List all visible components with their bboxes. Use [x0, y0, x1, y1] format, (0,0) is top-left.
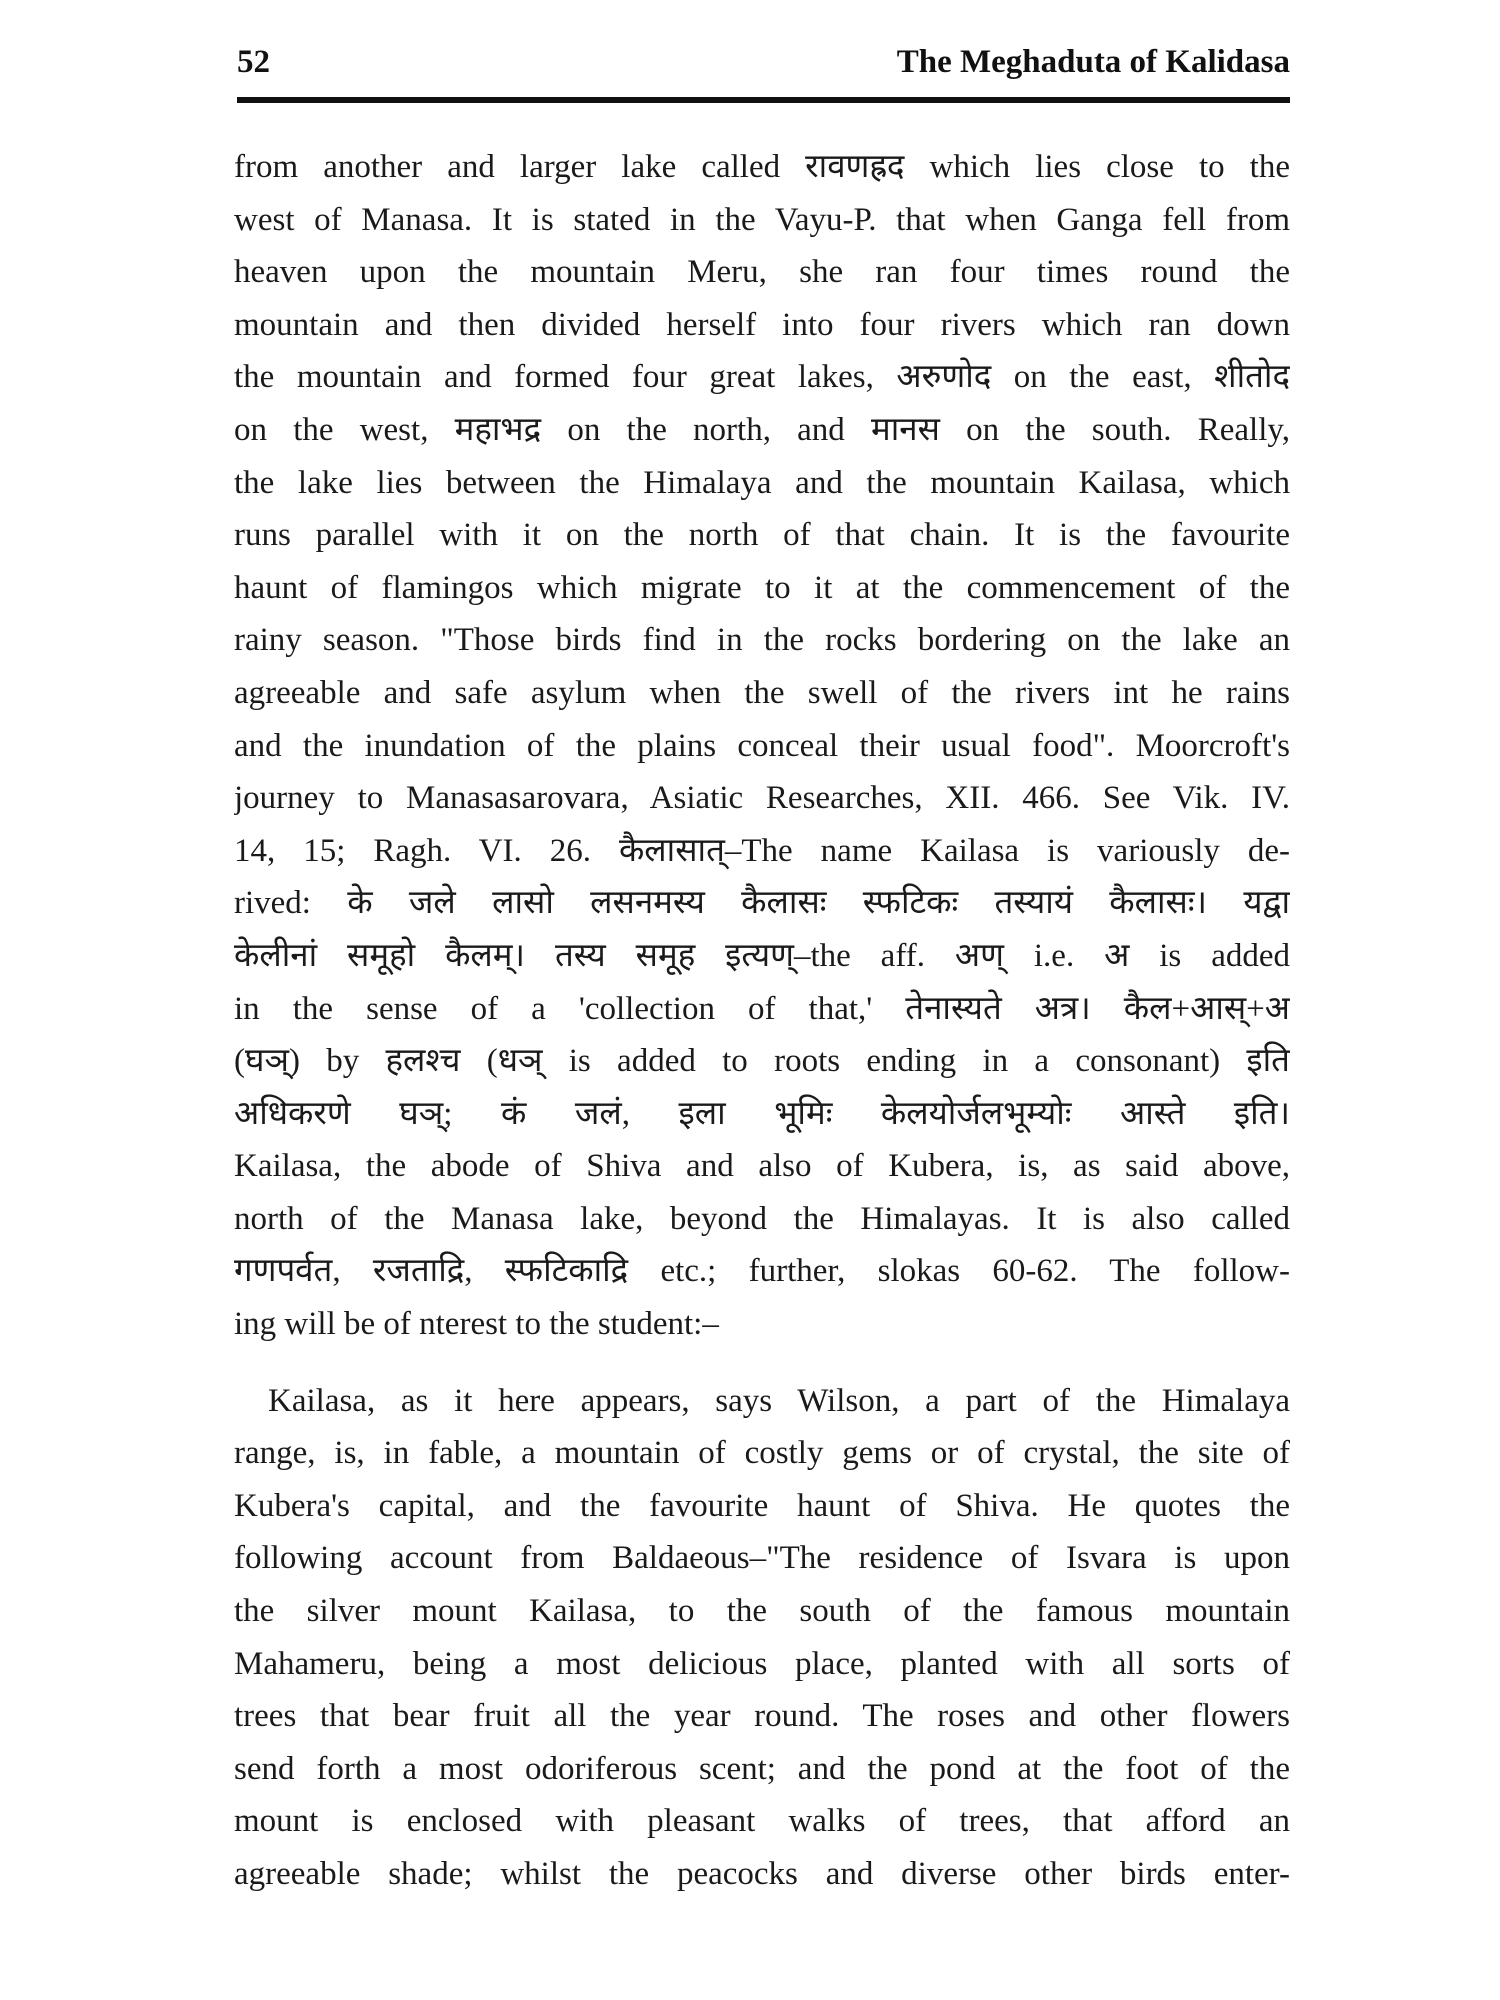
- text-line: गणपर्वत, रजताद्रि, स्फटिकाद्रि etc.; further, slokas 60-62. The follow-: [234, 1253, 1290, 1290]
- text-line: agreeable shade; whilst the peacocks and diverse other birds enter-: [234, 1856, 1290, 1892]
- text-line: range, is, in fable, a mountain of costly gems or of crystal, the site of: [234, 1435, 1290, 1472]
- text-line: the silver mount Kailasa, to the south of the famous mountain: [234, 1593, 1290, 1630]
- text-line: Kailasa, the abode of Shiva and also of Kubera, is, as said above,: [234, 1148, 1290, 1185]
- text-line: runs parallel with it on the north of that chain. It is the favourite: [234, 517, 1290, 554]
- text-line: the mountain and formed four great lakes, अरुणोद on the east, शीतोद: [234, 359, 1290, 396]
- running-header: [237, 44, 1290, 94]
- text-line: from another and larger lake called रावणह्रद which lies close to the: [234, 149, 1290, 185]
- text-line: following account from Baldaeous–"The residence of Isvara is upon: [234, 1540, 1290, 1577]
- text-line: the lake lies between the Himalaya and the mountain Kailasa, which: [234, 464, 1290, 501]
- text-line: send forth a most odoriferous scent; and the pond at the foot of the: [234, 1750, 1290, 1787]
- text-line: trees that bear fruit all the year round. The roses and other flowers: [234, 1698, 1290, 1735]
- text-line: heaven upon the mountain Meru, she ran four times round the: [234, 254, 1290, 291]
- text-line: 14, 15; Ragh. VI. 26. कैलासात्–The name Kailasa is variously de-: [234, 832, 1290, 869]
- text-line: in the sense of a 'collection of that,' तेनास्यते अत्र। कैल+आस्+अ: [234, 990, 1290, 1027]
- text-line: Kailasa, as it here appears, says Wilson, a part of the Himalaya: [268, 1382, 1290, 1419]
- running-title: The Meghaduta of Kalidasa: [896, 44, 1290, 80]
- header-rule: [237, 97, 1290, 103]
- text-line: north of the Manasa lake, beyond the Himalayas. It is also called: [234, 1200, 1290, 1237]
- page-number: 52: [237, 44, 270, 80]
- text-line: on the west, महाभद्र on the north, and मानस on the south. Really,: [234, 411, 1290, 448]
- text-line: and the inundation of the plains conceal their usual food". Moorcroft's: [234, 727, 1290, 764]
- text-line: rainy season. "Those birds find in the rocks bordering on the lake an: [234, 622, 1290, 659]
- text-line: (घञ्) by हलश्च (धञ् is added to roots ending in a consonant) इति: [234, 1043, 1290, 1080]
- text-line: west of Manasa. It is stated in the Vayu-P. that when Ganga fell from: [234, 201, 1290, 238]
- body-text: [234, 141, 1290, 1901]
- text-line: mountain and then divided herself into four rivers which ran down: [234, 306, 1290, 343]
- text-line: haunt of flamingos which migrate to it at the commencement of the: [234, 569, 1290, 606]
- text-line: mount is enclosed with pleasant walks of trees, that afford an: [234, 1803, 1290, 1840]
- text-line: Mahameru, being a most delicious place, planted with all sorts of: [234, 1645, 1290, 1682]
- text-line: rived: के जले लासो लसनमस्य कैलासः स्फटिकः तस्यायं कैलासः। यद्वा: [234, 885, 1290, 922]
- text-line: journey to Manasasarovara, Asiatic Researches, XII. 466. See Vik. IV.: [234, 780, 1290, 817]
- paragraph-1: [234, 141, 1290, 1351]
- text-line: अधिकरणे घञ्; कं जलं, इला भूमिः केलयोर्जलभूम्योः आस्ते इति।: [234, 1095, 1290, 1132]
- paragraph-gap: [234, 1351, 1290, 1375]
- text-line: केलीनां समूहो कैलम्। तस्य समूह इत्यण्–the aff. अण् i.e. अ is added: [234, 937, 1290, 974]
- text-line: Kubera's capital, and the favourite haunt of Shiva. He quotes the: [234, 1487, 1290, 1524]
- text-line: ing will be of nterest to the student:–: [234, 1306, 719, 1343]
- text-line: agreeable and safe asylum when the swell of the rivers int he rains: [234, 674, 1290, 711]
- paragraph-2: [234, 1375, 1290, 1901]
